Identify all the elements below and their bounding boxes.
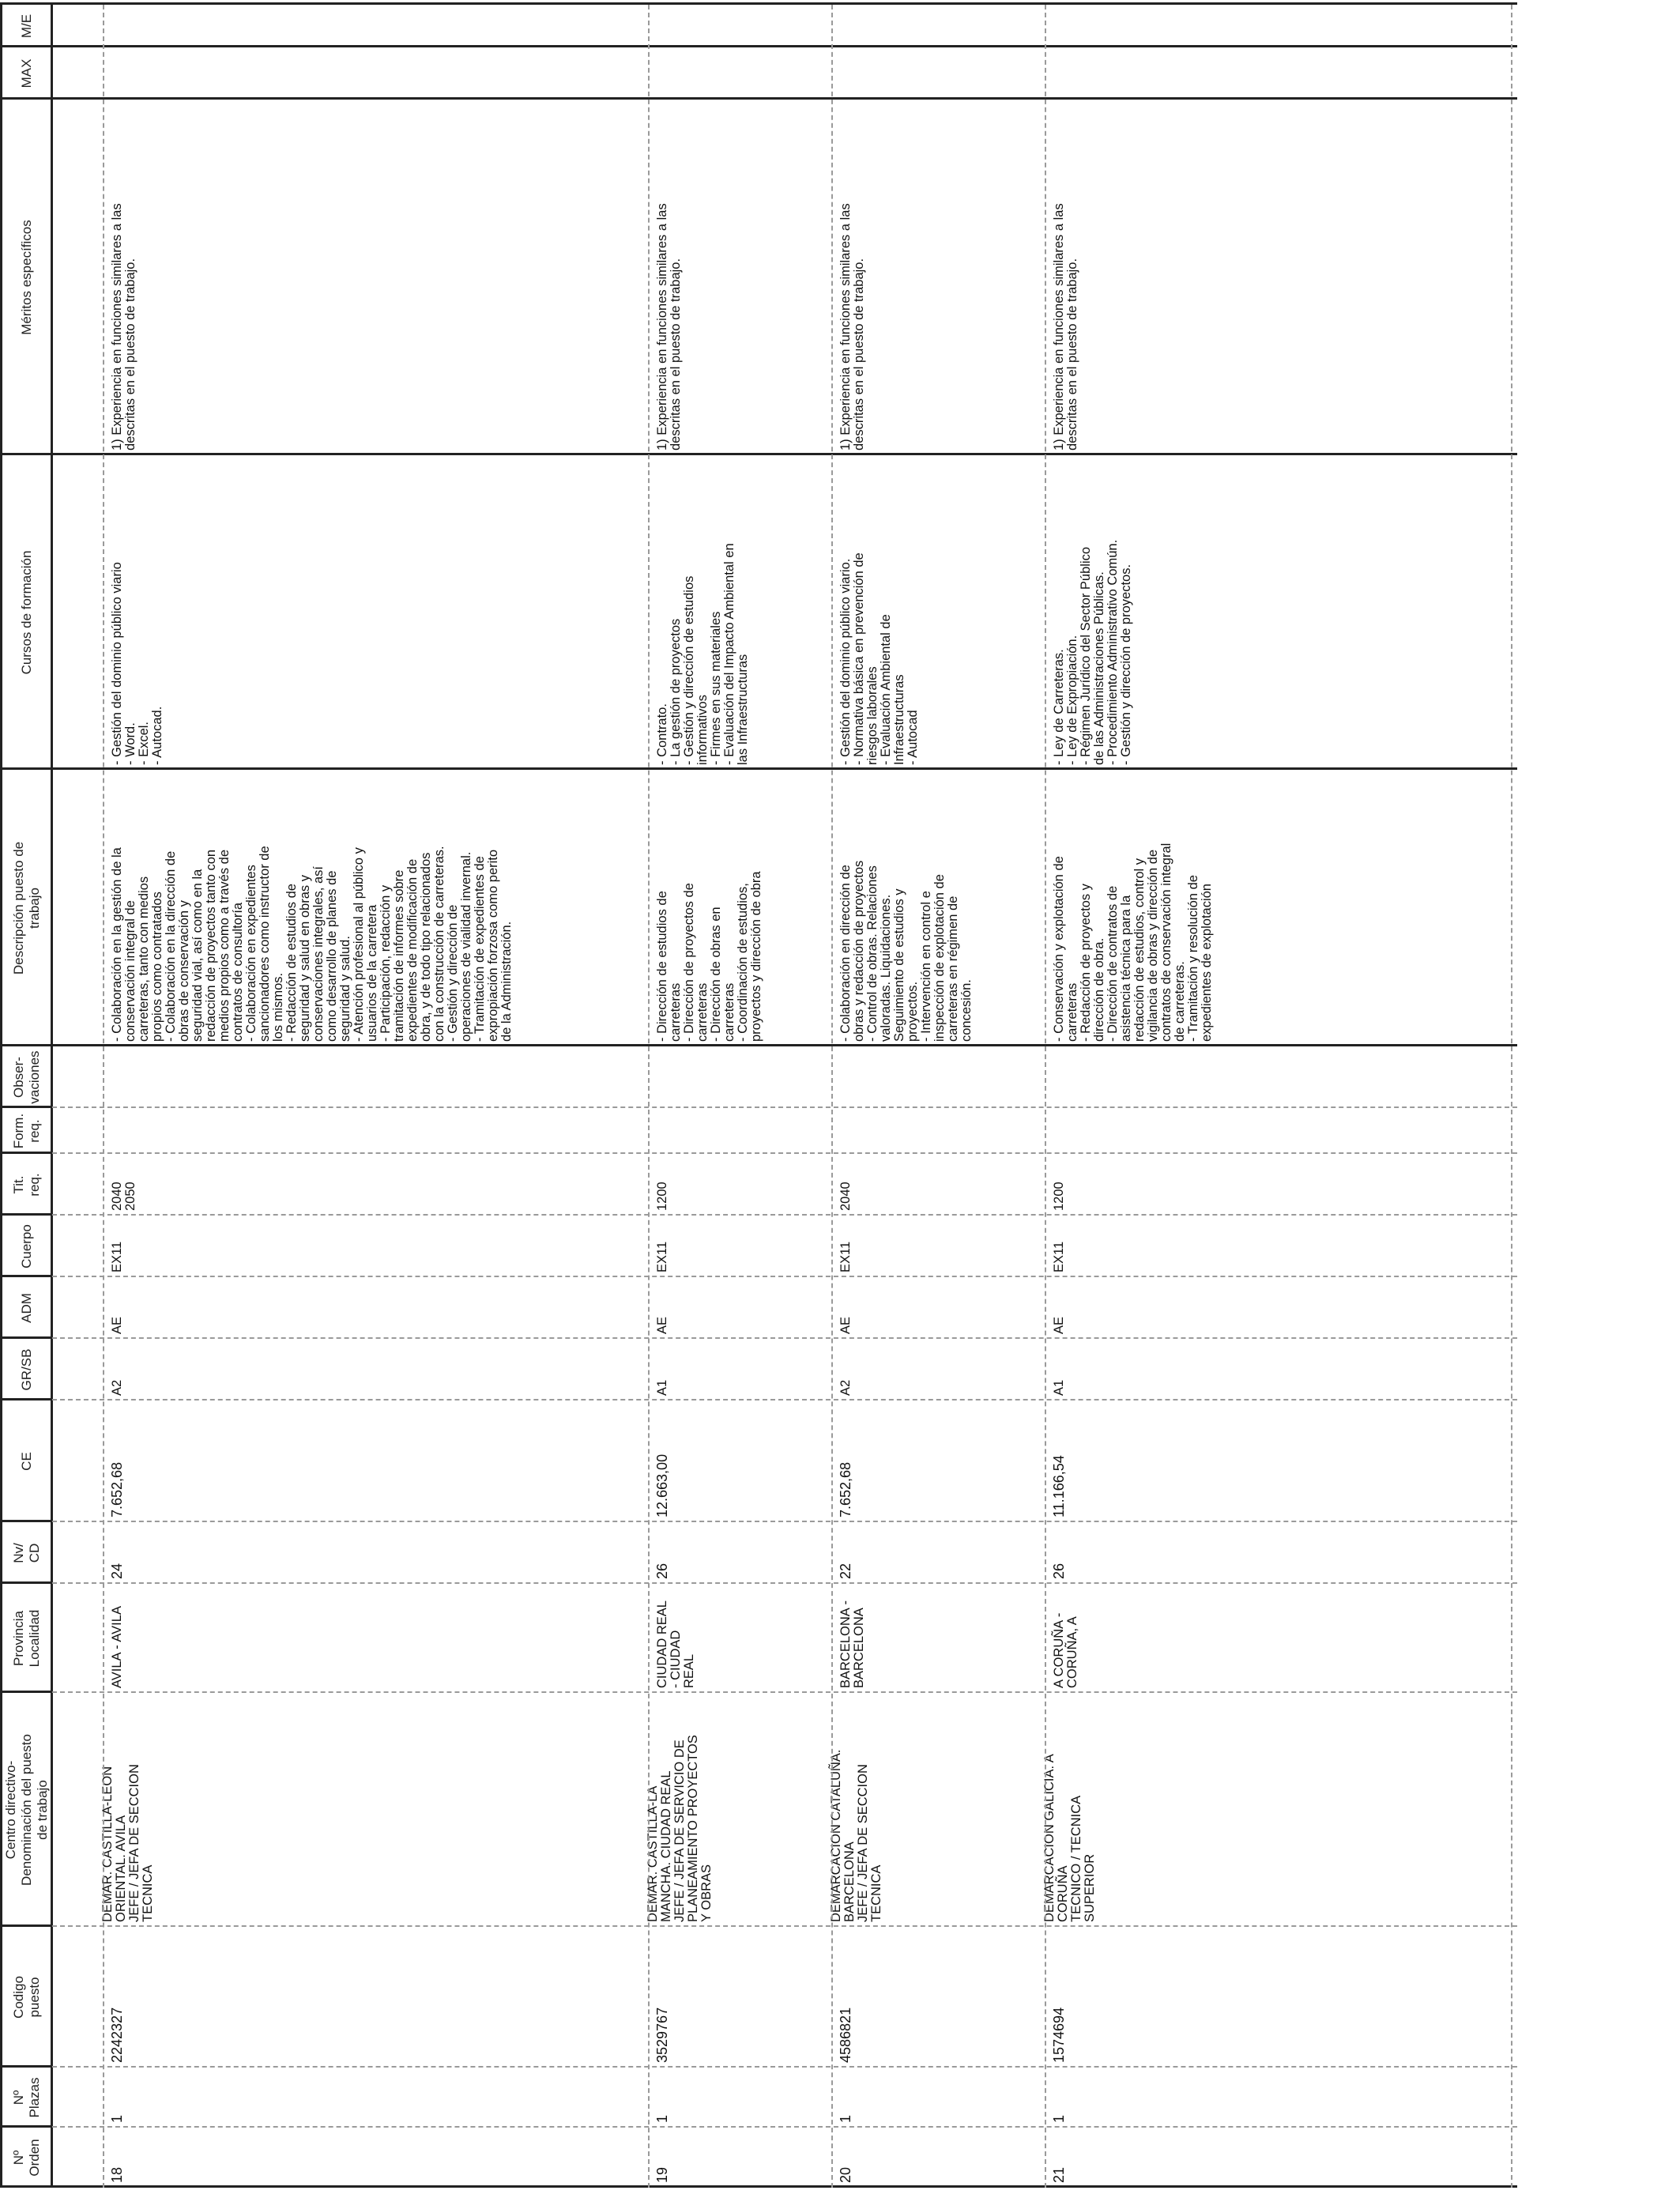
body-column-dashed [52,2126,1517,2128]
cell-grupo: A2 [838,1379,853,1396]
body-column-dashed [52,1925,1517,1927]
cell-cuerpo: EX11 [1052,1241,1066,1272]
body-column-separator [0,45,1517,47]
body-column-dashed [52,1399,1517,1400]
cell-descripcion: - Conservación y explotación de carreteras - Redacción de proyectos y dirección de obra. - Dirección de contratos de asistencia técnica para la redacción de estudios, control y vigilancia de obras y dirección de contratos de conservación integral de carreteras. - Tramitación y resolución de expedientes de explotación [1052,843,1214,1042]
cell-grupo: A1 [1052,1379,1066,1396]
cell-ce: 7.652,68 [838,1461,853,1517]
cell-codigo: 4586821 [838,2007,853,2063]
body-column-dashed [52,1152,1517,1154]
cell-orden: 19 [654,2166,670,2183]
row-separator [1511,5,1512,2188]
cell-cuerpo: EX11 [838,1241,853,1272]
header-cuerpo: Cuerpo [19,1224,34,1269]
header-descripcion: Descripción puesto de trabajo [11,841,42,975]
body-column-dashed [52,1106,1517,1108]
cell-provincia: AVILA - AVILA [110,1606,124,1688]
cell-descripcion: - Dirección de estudios de carreteras - Dirección de proyectos de carreteras - Dirección de obras en carreteras - Coordinación de estudios, proyectos y dirección de obra [655,871,763,1042]
cell-cursos: - Contrato. - La gestión de proyectos - Gestión y dirección de estudios informativos - Firmes en sus materiales - Evaluación del Impacto Ambiental en las Infraestructuras [655,543,750,765]
column-separator [0,1398,52,1400]
body-column-dashed [52,1582,1517,1584]
cell-grupo: A1 [655,1379,669,1396]
cell-codigo: 3529767 [654,2007,670,2063]
cell-plazas: 1 [109,2114,125,2123]
cell-meritos: 1) Experiencia en funciones similares a las descritas en el puesto de trabajo. [655,203,683,450]
body-column-dashed [52,1691,1517,1693]
header-grupo: GR/SB [19,1348,34,1391]
cell-plazas: 1 [1051,2114,1067,2123]
cell-orden: 18 [109,2166,125,2183]
header-adm: ADM [19,1293,34,1323]
header-ce: CE [19,1452,34,1471]
body-column-separator [0,767,1517,770]
header-observaciones: Obser- vaciones [11,1050,42,1104]
cell-descripcion: - Colaboración en dirección de obras y redacción de proyectos - Control de obras. Relaciones valoradas. Liquidaciones. Seguimiento de estudios y proyectos. - Intervención en control e inspección de explotación de carreteras en régimen de concesión. [838,860,974,1042]
column-separator [0,1520,52,1522]
body-column-dashed [52,2066,1517,2068]
cell-centro: DEMARCACION GALICIA. A CORUÑA TECNICO / TECNICA SUPERIOR [1042,1754,1097,1922]
body-column-separator [0,453,1517,455]
header-me: M/E [19,13,34,39]
cell-centro: DEMAR. CASTILLA-LA MANCHA. CIUDAD REAL JEFE / JEFA DE SERVICIO DE PLANEAMIENTO PROYECTOS Y OBRAS [646,1735,714,1922]
body-column-separator [0,97,1517,100]
row-separator [103,5,104,2188]
body-column-dashed [52,1521,1517,1522]
header-nivel: Nv/ CD [11,1543,42,1563]
cell-cursos: - Gestión del dominio público viario. - Normativa básica en prevención de riesgos laborales - Evaluación Ambiental de Infraestructuras - Autocad [838,552,920,765]
column-separator [0,2065,52,2068]
row-separator [831,5,833,2188]
cell-plazas: 1 [654,2114,670,2123]
cell-meritos: 1) Experiencia en funciones similares a las descritas en el puesto de trabajo. [1052,203,1079,450]
body-column-dashed [52,1276,1517,1277]
header-provincia: Provincia Localidad [11,1609,42,1668]
cell-provincia: BARCELONA - BARCELONA [838,1600,866,1688]
cell-provincia: A CORUÑA - CORUÑA, A [1052,1612,1079,1688]
header-max: MAX [19,58,34,89]
body-column-dashed [52,1214,1517,1216]
header-codigo: Codigo puesto [11,1976,42,2019]
cell-cursos: - Gestión del dominio público viario - Word. - Excel. - Autocad. [110,562,164,765]
column-separator [0,1691,52,1693]
cell-meritos: 1) Experiencia en funciones similares a las descritas en el puesto de trabajo. [838,203,866,450]
cell-ce: 11.166,54 [1051,1455,1067,1517]
column-separator [0,1213,52,1216]
column-separator [0,1152,52,1154]
column-separator [0,1275,52,1277]
cell-cuerpo: EX11 [110,1241,124,1272]
cell-ce: 7.652,68 [109,1461,125,1517]
row-separator [648,5,650,2188]
cell-adm: AE [838,1316,853,1334]
cell-cuerpo: EX11 [655,1241,669,1272]
column-separator [0,1106,52,1108]
cell-codigo: 1574694 [1051,2007,1067,2063]
cell-grupo: A2 [110,1379,124,1396]
header-centro: Centro directivo- Denominación del puesto de trabajo [3,1734,50,1886]
header-formacion: Form. req. [11,1113,42,1149]
cell-nivel: 22 [838,1563,853,1579]
header-bottom-border [51,5,53,2188]
cell-cursos: - Ley de Carreteras. - Ley de Expropiación. - Régimen Jurídico del Sector Público de las Administraciones Públicas. - Procedimiento Administrativo Común. - Gestión y dirección de proyectos. [1052,539,1133,765]
body-column-dashed [52,1337,1517,1339]
cell-nivel: 26 [654,1563,670,1579]
header-orden: Nº Orden [11,2139,42,2177]
cell-titulacion: 2040 2050 [110,1182,137,1211]
cell-nivel: 24 [109,1563,125,1579]
cell-titulacion: 1200 [655,1182,669,1211]
body-column-separator [0,2,1517,5]
cell-plazas: 1 [838,2114,853,2123]
cell-adm: AE [1052,1316,1066,1334]
header-meritos: Méritos específicos [19,220,34,335]
cell-titulacion: 2040 [838,1182,853,1211]
cell-centro: DEMAR. CASTILLA-LEON ORIENTAL. AVILA JEFE / JEFA DE SECCION TECNICA [100,1764,155,1922]
cell-codigo: 2242327 [109,2007,125,2063]
cell-meritos: 1) Experiencia en funciones similares a las descritas en el puesto de trabajo. [110,203,137,450]
cell-orden: 21 [1051,2166,1067,2183]
header-plazas: Nº Plazas [11,2077,42,2118]
cell-adm: AE [110,1316,124,1334]
header-cursos: Cursos de formación [19,550,34,675]
table-top-border [0,5,2,2188]
column-separator [0,1336,52,1339]
cell-centro: DEMARCACION CATALUÑA. BARCELONA JEFE / JEFA DE SECCION TECNICA [829,1749,883,1922]
cell-orden: 20 [838,2166,853,2183]
cell-descripcion: - Colaboración en la gestión de la conservación integral de carreteras, tanto con medios propios como contratados - Colaboración en la dirección de obras de conservación y seguridad vial, así como en la redacción de proyectos tanto con medios propios como a través de contratos de consultoría - Colaboración en expedientes sancionadores como instructor de los mismos. - Redacción de estudios de seguridad y salud en obras y conservaciones integrales, así como desarrollo de planes de seguridad y salud. - Atención profesional al público y usuarios de la carretera - Participación, redacción y tramitación de informes sobre expedientes de modificación de obra, y de todo tipo relacionados con la construcción de carreteras. - Gestión y dirección de operaciones de vialidad invernal. - Tramitación de expedientes de expropiación forzosa como perito de la Administración. [110,846,514,1042]
column-separator [0,2125,52,2128]
body-column-separator [0,1044,1517,1046]
cell-titulacion: 1200 [1052,1182,1066,1211]
header-titulacion: Tit. req. [11,1173,42,1197]
column-separator [0,1924,52,1927]
column-separator [0,1581,52,1584]
table-left-border [0,2185,1517,2188]
cell-provincia: CIUDAD REAL - CIUDAD REAL [655,1600,696,1688]
cell-ce: 12.663,00 [654,1453,670,1517]
cell-adm: AE [655,1316,669,1334]
row-separator [1045,5,1046,2188]
cell-nivel: 26 [1051,1563,1067,1579]
